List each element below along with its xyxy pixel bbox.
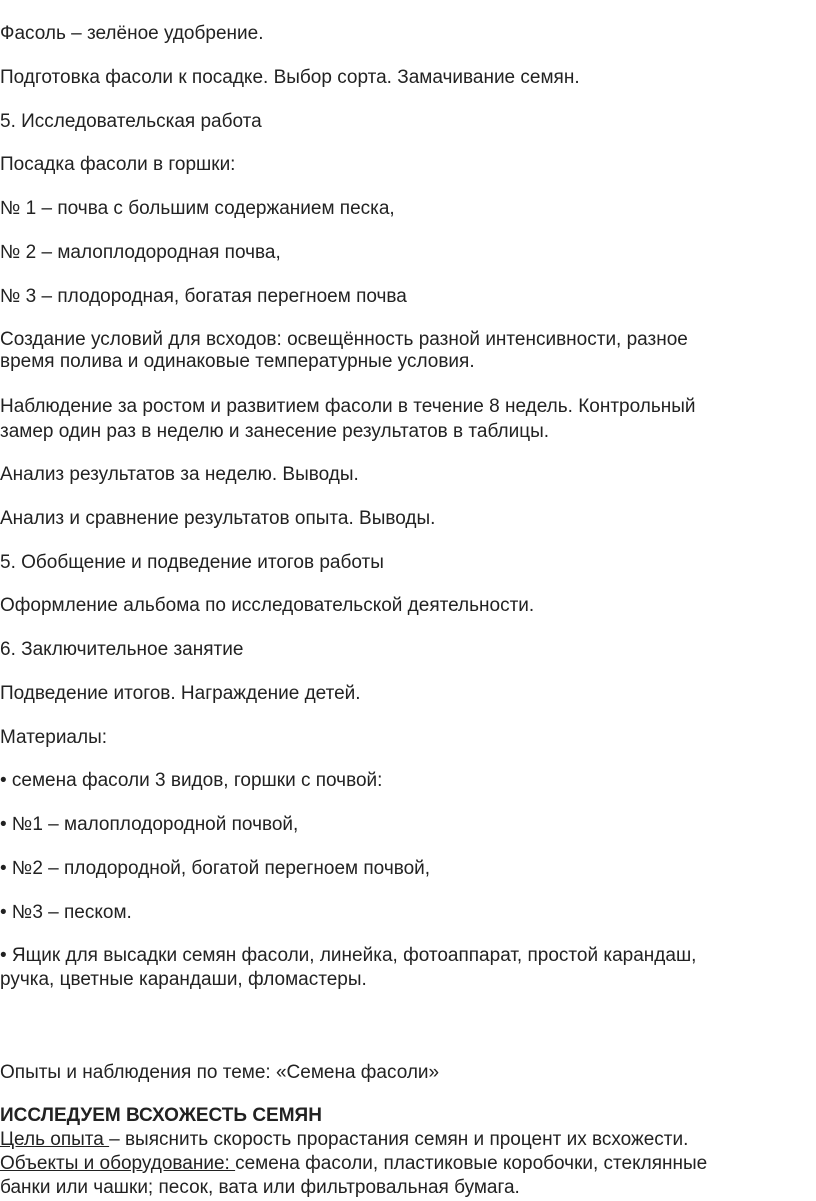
objects-line-continued: банки или чашки; песок, вата или фильтровальная бумага. <box>0 1177 520 1198</box>
objects-line <box>0 1152 707 1176</box>
section-title: 5. Исследовательская работа <box>0 111 262 132</box>
goal-line <box>0 1128 688 1152</box>
list-item: № 2 – малоплодородная почва, <box>0 242 281 263</box>
list-item: № 3 – плодородная, богатая перегноем почва <box>0 286 407 307</box>
paragraph: Оформление альбома по исследовательской деятельности. <box>0 595 535 616</box>
paragraph: Материалы: <box>0 727 108 748</box>
paragraph: Подготовка фасоли к посадке. Выбор сорта. Замачивание семян. <box>0 67 580 88</box>
list-item: • №2 – плодородной, богатой перегноем почвой, <box>0 858 431 879</box>
objects-label: Объекты и оборудование: <box>0 1153 236 1174</box>
section-heading: ИССЛЕДУЕМ ВСХОЖЕСТЬ СЕМЯН <box>0 1105 322 1126</box>
list-item: • №1 – малоплодородной почвой, <box>0 814 299 835</box>
paragraph: Анализ результатов за неделю. Выводы. <box>0 464 359 485</box>
paragraph: Посадка фасоли в горшки: <box>0 154 236 175</box>
paragraph: замер один раз в неделю и занесение результатов в таблицы. <box>0 421 550 442</box>
paragraph: Подведение итогов. Награждение детей. <box>0 683 361 704</box>
list-item: • семена фасоли 3 видов, горшки с почвой: <box>0 770 383 791</box>
list-item: • №3 – песком. <box>0 902 132 923</box>
paragraph: Фасоль – зелёное удобрение. <box>0 23 264 44</box>
goal-label: Цель опыта <box>0 1129 110 1150</box>
paragraph: время полива и одинаковые температурные условия. <box>0 351 475 372</box>
section-title: 6. Заключительное занятие <box>0 639 244 660</box>
paragraph: Наблюдение за ростом и развитием фасоли в течение 8 недель. Контрольный <box>0 396 696 417</box>
paragraph: Анализ и сравнение результатов опыта. Выводы. <box>0 508 436 529</box>
goal-text: – выяснить скорость прорастания семян и процент их всхожести. <box>109 1129 689 1150</box>
list-item: ручка, цветные карандаши, фломастеры. <box>0 969 367 990</box>
list-item: № 1 – почва с большим содержанием песка, <box>0 198 395 219</box>
paragraph: Создание условий для всходов: освещённость разной интенсивности, разное <box>0 329 688 350</box>
list-item: • Ящик для высадки семян фасоли, линейка, фотоаппарат, простой карандаш, <box>0 945 697 966</box>
section-title: 5. Обобщение и подведение итогов работы <box>0 552 384 573</box>
paragraph: Опыты и наблюдения по теме: «Семена фасоли» <box>0 1062 440 1083</box>
objects-text: семена фасоли, пластиковые коробочки, стеклянные <box>235 1153 708 1174</box>
